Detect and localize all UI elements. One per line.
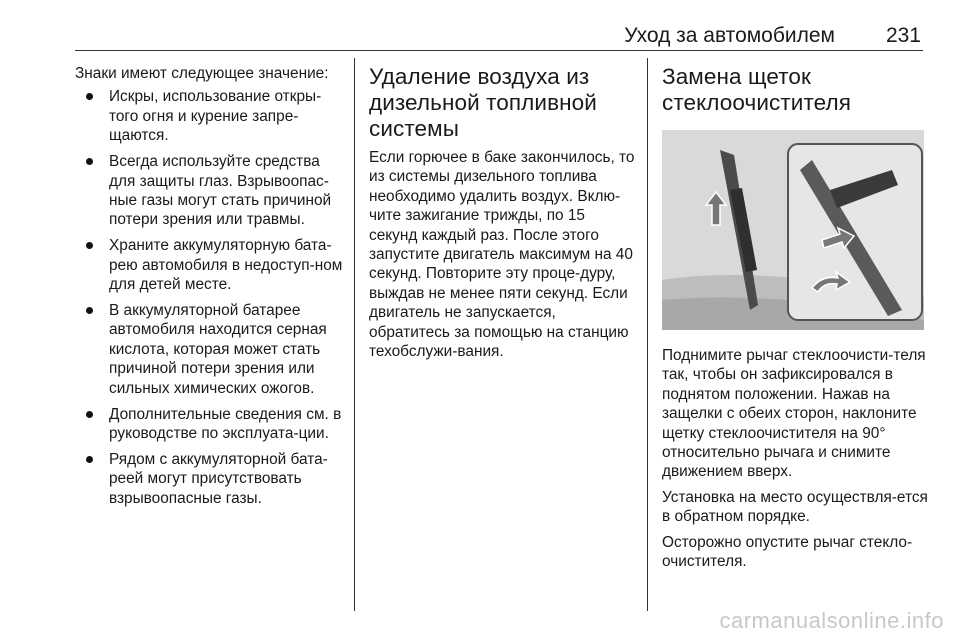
wiper-install-text: Установка на место осуществля-ется в обратном порядке. (662, 488, 928, 526)
list-item: Рядом с аккумуляторной бата-реей могут присутствовать взрывоопасные газы. (75, 450, 345, 508)
column-middle (369, 64, 637, 361)
section-heading-wipers: Замена щеток стеклоочистителя (662, 64, 851, 115)
warning-list (75, 87, 345, 508)
watermark: carmanualsonline.info (719, 608, 944, 633)
page-header (75, 22, 923, 51)
diesel-body-text: Если горючее в баке закончилось, то из системы дизельного топлива необходимо удалить воздух. Вклю-чите зажигание трижды, по 15 секунд каждый раз. После этого запустите двигатель максимум на 40 секунд. Повторите эту проце-дуру, выждав не менее пяти секунд. Если двигатель не запускается, обратитесь за помощью на станцию техобслужи-вания. (369, 149, 635, 361)
section-heading-diesel: Удаление воздуха из дизельной топливной системы (369, 64, 597, 141)
column-right (662, 64, 930, 577)
list-item: Искры, использование откры-того огня и курение запре-щаются. (75, 87, 345, 145)
intro-text: Знаки имеют следующее значение: (75, 65, 329, 82)
list-item: Всегда используйте средства для защиты глаз. Взрывоопас-ные газы могут стать причиной потери зрения или травмы. (75, 152, 345, 230)
list-item: Храните аккумуляторную бата-рею автомобиля в недоступ-ном для детей месте. (75, 236, 345, 294)
list-item: Дополнительные сведения см. в руководстве по эксплуата-ции. (75, 405, 345, 444)
column-left (75, 64, 345, 515)
column-divider-2 (647, 58, 648, 611)
wiper-lower-text: Осторожно опустите рычаг стекло-очистителя. (662, 533, 913, 571)
list-item: В аккумуляторной батарее автомобиля находится серная кислота, которая может стать причиной потери зрения или сильных химических ожогов. (75, 301, 345, 398)
page-number: 231 (885, 24, 921, 47)
wiper-step-text: Поднимите рычаг стеклоочисти-теля так, чтобы он зафиксировался в поднятом положении. Нажав на защелки с обеих сторон, наклоните щетку стеклоочистителя на 90° относительно рычага и снимите движением вверх. (662, 347, 926, 481)
header-title: Уход за автомобилем (624, 24, 835, 47)
column-divider-1 (354, 58, 355, 611)
wiper-illustration (662, 130, 924, 330)
